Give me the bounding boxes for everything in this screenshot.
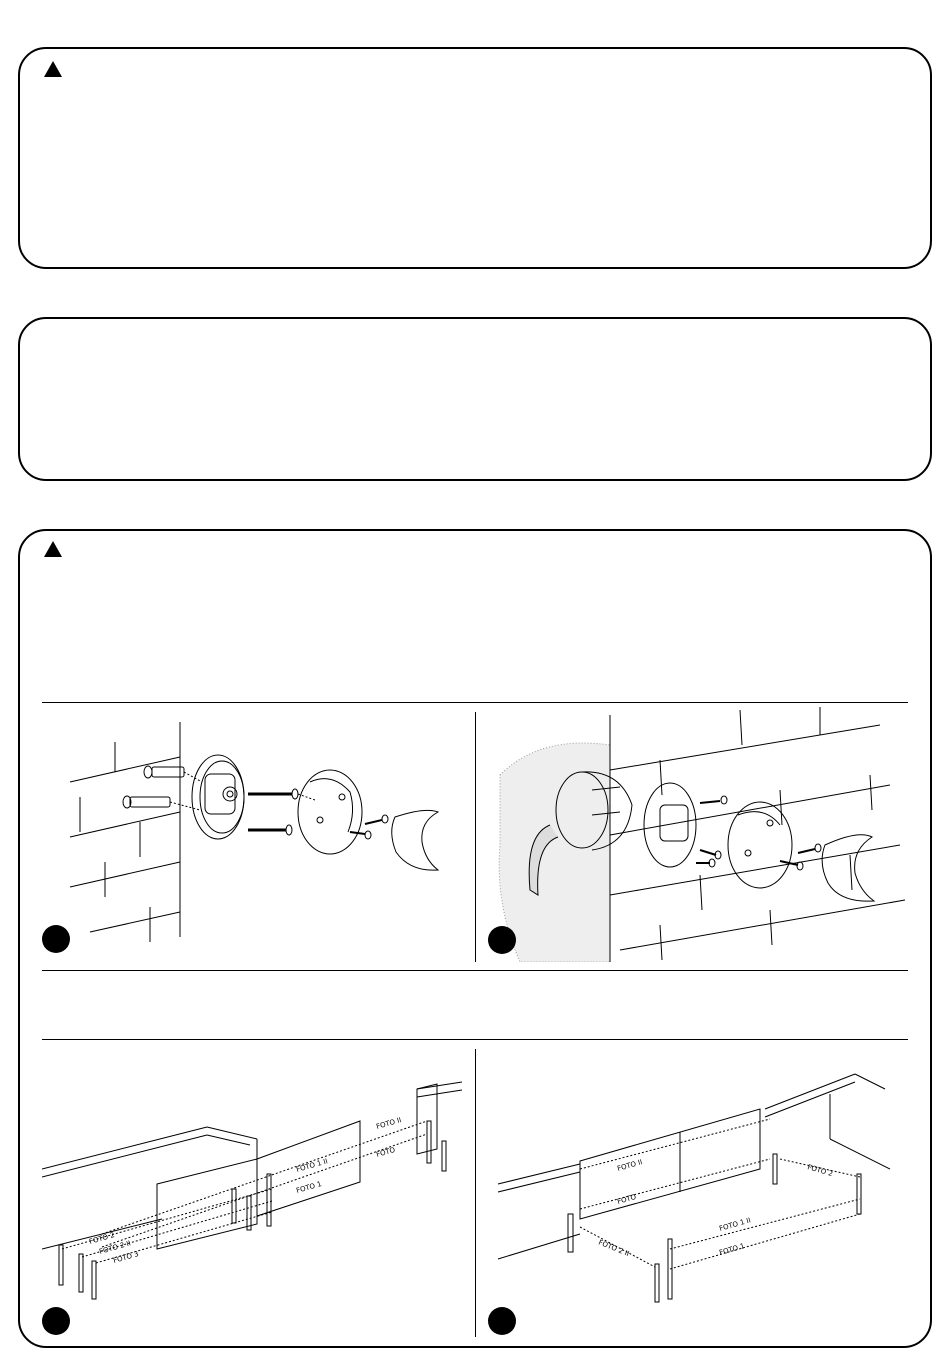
column-divider-lower: [475, 1049, 476, 1337]
warning-triangle-icon: [44, 61, 62, 77]
figure-1-badge: [42, 925, 70, 953]
column-divider-upper: [475, 712, 476, 962]
figure-1-wall-mount: [60, 712, 470, 962]
figure-3-column-layout: [42, 1049, 470, 1337]
fig3-label-foto-2-ii: FOTO 2 II: [98, 1239, 132, 1256]
figure-3-drawing: [42, 1049, 470, 1337]
warning-triangle-icon: [44, 541, 62, 557]
fig3-label-foto: FOTO: [375, 1145, 397, 1159]
fig4-label-foto: FOTO: [616, 1192, 638, 1206]
figure-4-column-layout: [480, 1049, 908, 1337]
fig4-label-foto-1: FOTO 1: [718, 1242, 746, 1257]
figure-2-drawing: [480, 705, 908, 962]
figure-3-badge: [42, 1307, 70, 1335]
fig4-label-foto-2: FOTO 2: [806, 1163, 834, 1179]
fig3-label-foto-3: FOTO 3: [112, 1250, 140, 1265]
fig3-label-foto-ii: FOTO II: [375, 1116, 403, 1131]
fig4-label-foto-1-ii: FOTO 1 II: [718, 1216, 752, 1233]
warning-box-top: [18, 47, 932, 269]
fig4-label-foto-ii: FOTO II: [616, 1158, 644, 1173]
divider-middle: [42, 970, 908, 971]
figure-2-recessed-mount: [480, 705, 908, 962]
fig3-label-foto-2: FOTO 2: [88, 1231, 116, 1246]
figure-4-badge: [488, 1307, 516, 1335]
figure-2-badge: [488, 926, 516, 954]
info-box: [18, 317, 932, 481]
divider-top: [42, 702, 908, 703]
fig4-label-foto-2-ii: FOTO 2 II: [597, 1238, 631, 1258]
figure-4-drawing: [480, 1049, 908, 1337]
figure-1-drawing: [60, 712, 470, 962]
fig3-label-foto-1-ii: FOTO 1 II: [295, 1157, 329, 1174]
divider-lower: [42, 1039, 908, 1040]
fig3-label-foto-1: FOTO 1: [295, 1180, 323, 1195]
